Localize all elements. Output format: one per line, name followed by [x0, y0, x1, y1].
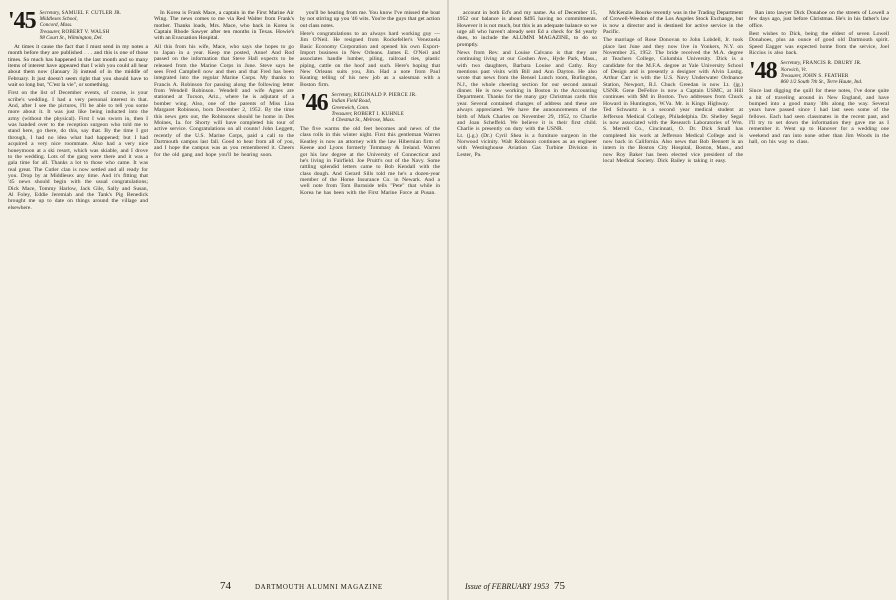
class-1948-header	[749, 60, 889, 85]
secretary-label: Secretary,	[780, 60, 802, 67]
magazine-title: DARTMOUTH ALUMNI MAGAZINE	[255, 583, 383, 591]
class-1945-header	[8, 10, 148, 41]
class-officers	[781, 60, 863, 85]
treasurer-name: JOHN S. FEATHER	[802, 72, 849, 79]
body-text-block: News from Rev. and Louise Calvano is that they are continuing living at our Goshen Ave., Hyde Park, Mass., with two daughters, Barbara Louise and Cathy. Roy mentions past visits with Bill and Ann Dayton. He also wrote that news from the Bensel Lunch room, Burlington, N.J., the whole cheering section for our second annual dinner. He is now working in Boston in the Accounting Department. Thanks for the many gay Christmas cards this year. Several contained changes of address and these are always appreciated. We have the announcements of the birth of Mark Charles on November 29, 1952, to Charlie and Joan Scheffeld. We believe it is their first child. Charlie is presently on duty with the USNR.	[457, 50, 597, 133]
body-text-block: Best wishes to Dick, being the eldest of seven Lowell Donahoes, plus an ounce of good old Dartmouth spirit. Speed Eagger was expected home from the service, Joel Riccius is also back.	[749, 31, 889, 57]
body-text-block: Lt. (j.g.) (Dr.) Cyril Shea is a furniture surgeon in the Norwood vicinity. Walt Robinson continues as an engineer with Westinghouse Aviation Gas Turbine Division in Lester, Pa.	[457, 132, 597, 158]
class-year: '46	[300, 90, 328, 117]
class-year: '48	[749, 58, 777, 85]
secretary-address-2: Concord, Mass.	[39, 22, 73, 29]
class-notes-paragraph: account in both Ed's and my name. As of December 15, 1952 our balance is about $495 having no commitments. However it is not much, but this is an adequate balance so we urge all who haven't already sent Ed a check for $4 yearly dues, to include the ALUMNI MAGAZINE, to do so promptly.	[457, 10, 597, 48]
secretary-name: FRANCIS R. DRURY JR.	[802, 60, 862, 67]
secretary-label: Secretary,	[331, 92, 353, 99]
page-number: 75	[554, 580, 565, 592]
body-text-block: Ted Schwartz is a second year medical student at Jefferson Medical College, Philadelphia. Dr. Shelley Segal is now associated with the Research Laboratories of Wm. S. Merrell Co., Cincinnati, O. Dr. Dick Small has completed his work at Jefferson Medical College and is now back in California. Also news that Bob Bennett is an intern in the Boston City Hospital, Boston, Mass., and now Roy Baker has been elected vice president of the local Medical Society. Dick Bailey is taking it easy.	[603, 107, 743, 164]
treasurer-label: Treasurer,	[780, 72, 802, 79]
treasurer-name: ROBERT I. KUHNLE	[353, 110, 404, 117]
right-column-1	[457, 10, 597, 570]
page-number: 74	[220, 580, 231, 592]
treasurer-address: 98 Court St., Wilmington, Del.	[39, 34, 103, 41]
body-text-block: Here's congratulations to an always hard working guy — Jim O'Neil. He resigned from Rockefeller's Venezuela Basic Economy Corporation and opened his own Export-Import business in New Orleans. James E. O'Neil and associates handle lumber, piling, railroad ties, plastic piping, cattle on the hoof and such. Here's hoping that New Orleans suits you, Jim. Had a note from Paul Keating telling of his new job as a salesman with a Boston firm.	[300, 31, 440, 88]
secretary-address-1: Indian Field Road,	[331, 98, 372, 105]
left-column-1	[8, 10, 148, 570]
secretary-name: SAMUEL F. CUTLER JR.	[61, 10, 122, 16]
class-notes-paragraph: In Korea is Frank Mace, a captain in the First Marine Air Wing. The news comes to me via Red Walter from Frank's mother. Thanks loads, Mrs. Mace, who back in Korea is Captain Rhode Sawyer after ten months in Texas. Howie's with an Evacuation Hospital.	[154, 10, 294, 42]
body-text-block: First on the list of December events, of course, is your scribe's wedding. I had a very personal interest in that. And, after I see the pictures, I'll be able to tell you some more about it. It was just like being inducted into the army (without the physical). First I was sworn in, then I was handed over to the reception surgeon who told me to stand here, go there, do this, say that. By the time I got through, I had no idea what had happened; but I had acquired a very nice roommate. Also had a very nice honeymoon at a ski resort, which was skiable, and I drove to the wedding. Lots of the gang were there and it was a gala time for all. Thanks a lot to those who came. It was real great. The Cutler clan is now settled and all ready for you. Drop by at Middlesex any time. And it's fitting that '45 news should begin with the usual congratulations; Dick Mace, Tommy Harlow, Jack Gile, Sally and Susan, Al Foley, Eddie Jeremiah and the Tank's Pig Benedick brought me up to date on things around the village and elsewhere.	[8, 90, 148, 211]
body-text-block: The five warms the old feet becomes and news of the class rolls in this winter night. First this gentleman Warren Keatley is now an attorney with the law Hibernian firm of Keene and Lyons formerly Tommasy & Ireland. Warren got his law degree at the University of Connecticut and he's living in Fairfield. Joe Pruitt's out of the Navy. Some rattling splendid letters came to Bob Kendall with the class dough. And Gerard Sills told me he's a dozen-year member of the Home Insurance Co. in Newark. And a well note from Tom Burnside tells "Pete" that while in Korea he has been with the First Marine Force at Pusan.	[300, 126, 440, 196]
class-officers	[40, 10, 122, 41]
class-notes-paragraph: McKenzie. Bourke recently was in the Trading Department of Crowell-Weedon of the Los Angeles Stock Exchange, but is now a director and is destined for active service in the Pacific.	[603, 10, 743, 36]
secretary-address-2: Greenwich, Conn.	[331, 104, 370, 111]
left-column-3	[300, 10, 440, 570]
right-page	[449, 0, 896, 600]
class-notes-paragraph: At times it cause the fact that I must send in my notes a month before they are published . . . and this is one of those times. So much has happened in the last month and so many items of interest have appeared that I wish you could all hear about them now (January 3) instead of in the middle of February. It just doesn't seem right that you should have to wait so long but, "C'est la vie", or something.	[8, 44, 148, 89]
treasurer-address: 4 Chestnut St., Melrose, Mass.	[331, 116, 395, 123]
body-text-block: The marriage of Rose Donovan to John Lobdell, Jr. took place last June and they now live in Yonkers, N.Y. on November 25, 1952. The bride received the M.A. degree at Teachers College, Columbia University. Dick is a candidate for the M.F.A. degree at Yale University School of Design and is presently a designer with Alvin Lustig. Arthur Carr is with the U.S. Navy Underwater Ordnance Station, Newport, R.I. Chuck Greedan is now Lt. (jg.) USNR. Gene DeFelice is now a Captain USMC, at Hill continues with $M in Boston. Two addresses from Chuck Howard in Huntington, W.Va. Mr. is Kings Highway.	[603, 37, 743, 107]
left-column-2	[154, 10, 294, 570]
secretary-address: Norwich, Vt.	[780, 66, 808, 73]
right-column-2	[603, 10, 743, 570]
class-notes-paragraph: Ran into lawyer Dick Donahoe on the streets of Lowell a few days ago, just before Christmas. He's in his father's law office.	[749, 10, 889, 29]
treasurer-label: Treasurer,	[39, 28, 61, 35]
treasurer-name: ROBERT V. WALSH	[61, 28, 110, 35]
left-page	[0, 0, 447, 600]
secretary-name: REGINALD P. PIERCE JR.	[353, 92, 417, 99]
class-officers	[332, 92, 417, 123]
right-column-3	[749, 10, 889, 570]
secretary-address-1: Middlesex School,	[39, 16, 78, 23]
treasurer-address: 860 1/2 South 7th St., Terre Haute, Ind.	[780, 79, 863, 86]
issue-line: Issue of FEBRUARY 1953	[465, 582, 550, 591]
body-text-block: Since last digging the quill for these notes, I've done quite a bit of traveling around in New England, and have bumped into a good many '48s along the way. Several years have passed since I had last seen some of the fellows. Each had seen classmates in the recent past, and I'll try to set down the information they gave me as I remember it. Went up to Hanover for a wedding one weekend and ran into none other than Jim Woods in the hall, on his way to class.	[749, 88, 889, 145]
body-text-block: All this from his wife, Mace, who says she hopes to go to Japan in a year. Keep me posted, Anne! And Rod passed on the information that Steve Hall expects to be released from the Marine Corps in June. Steve says he sees Fred Campbell now and then and that Fred has been integrated into the regular Marine Corps. My thanks to Francis A. Robinson for passing along the following letter from Wendell Robinson. Wendell and wife Agnes are stationed at Tucson, Ariz., where he is adjutant of a bomber wing. Also, one of the parents of Miss Lisa Margaret Robinson, born December 2, 1952. By the time this news gets out, the Robinsons should be home in Des Moines, Ia. for Shorty will have completed his tour of active service. Congratulations on all counts! John Leggett, recently of the U.S. Marine Corps, paid a call to the Dartmouth campus last fall. Good to hear from all of you, and I hope the campus was as you remembered it. Cheers for the old gang and hope you'll be hearing soon.	[154, 43, 294, 158]
class-1946-header	[300, 92, 440, 123]
treasurer-label: Treasurer,	[331, 110, 353, 117]
secretary-label: Secretary,	[39, 10, 61, 16]
class-notes-paragraph: you'll be hearing from me. You know I've missed the boat by not stirring up you '46 wits. You're the guys that get action out class notes.	[300, 10, 440, 29]
class-year: '45	[8, 10, 36, 34]
